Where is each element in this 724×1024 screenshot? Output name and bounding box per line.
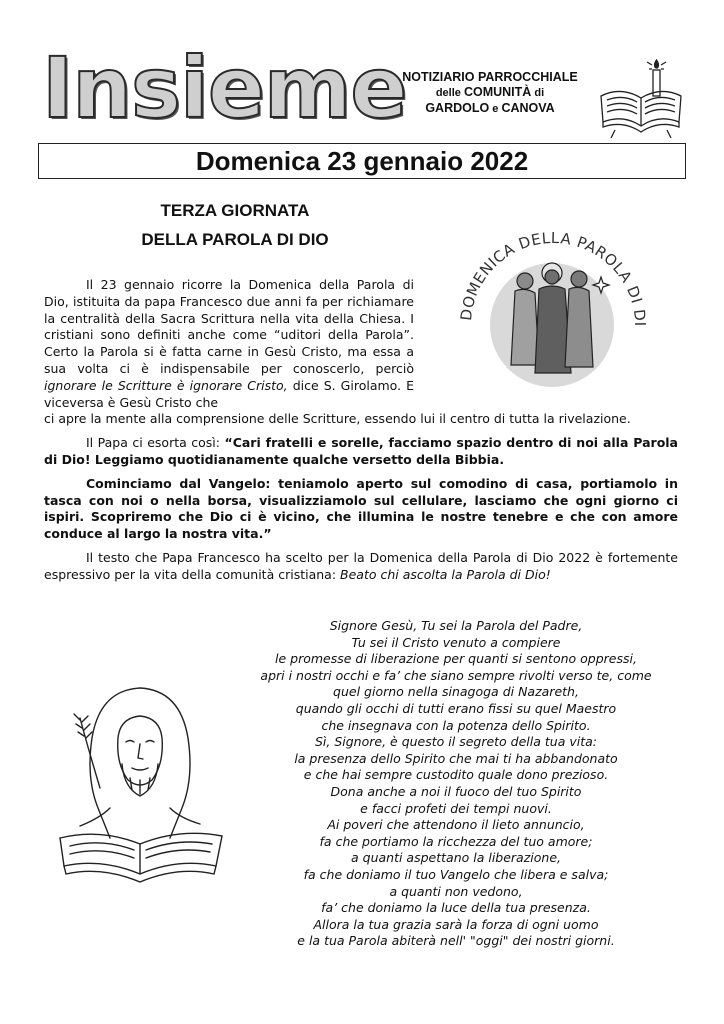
masthead-and: e	[489, 103, 502, 115]
paragraph-4-theme: Beato chi ascolta la Parola di Dio!	[340, 566, 551, 582]
paragraph-4	[44, 550, 678, 584]
prayer-line: le promesse di liberazione per quanti si sentono oppressi,	[275, 651, 637, 667]
article-title-line1: TERZA GIORNATA	[160, 201, 310, 220]
date-banner: Domenica 23 gennaio 2022	[38, 143, 686, 179]
prayer-line: fa che portiamo la ricchezza del tuo amore;	[319, 833, 593, 849]
prayer-line: Sì, Signore, è questo il segreto della tua vita:	[314, 734, 597, 750]
prayer-line: apri i nostri occhi e fa’ che siano sempre rivolti verso te, come	[260, 667, 652, 683]
prayer-line: Allora la tua grazia sarà la forza di ogni uomo	[313, 916, 599, 932]
masthead-subtitle-line2-pre: delle	[435, 87, 464, 99]
masthead-parish-canova: CANOVA	[501, 101, 555, 115]
prayer	[236, 618, 676, 950]
jesus-book-illustration	[40, 678, 240, 888]
masthead-subtitle-line2-post: di	[531, 87, 545, 99]
prayer-line: fa che doniamo il tuo Vangelo che libera e salva;	[303, 866, 609, 882]
prayer-line: Ai poveri che attendono il lieto annuncio,	[327, 817, 585, 833]
masthead-subtitle-line2	[390, 85, 590, 101]
prayer-line: Dona anche a noi il fuoco del tuo Spirito	[330, 783, 582, 799]
masthead-title: Insieme	[42, 39, 407, 137]
masthead-subtitle-line3	[390, 101, 590, 117]
paragraph-2-text: Il Papa ci esorta così:	[86, 435, 225, 451]
prayer-line: a quanti non vedono,	[389, 883, 523, 899]
masthead-subtitle-line2-bold: COMUNITÀ	[463, 85, 532, 99]
prayer-line: a quanti aspettano la liberazione,	[351, 850, 561, 866]
prayer-line: Tu sei il Cristo venuto a compiere	[351, 634, 561, 650]
prayer-line: e facci profeti dei tempi nuovi.	[360, 800, 552, 816]
paragraph-1-text-cont: dice S. Girolamo. E viceversa è Gesù Cristo che	[44, 377, 414, 410]
prayer-line: che insegnava con la potenza dello Spirito.	[321, 717, 591, 733]
prayer-line: e che hai sempre custodito quale dono prezioso.	[303, 767, 609, 783]
prayer-line: e la tua Parola abiterà nell' "oggi" dei nostri giorni.	[297, 933, 615, 949]
paragraph-1-text: Il 23 gennaio ricorre la Domenica della Parola di Dio, istituita da papa Francesco due anni fa per richiamare la centralità della Sacra Scrittura nella vita della Chiesa. I cristiani sono definiti anche come “uditori della Parola”. Certo la Parola si è fatta carne in Gesù Cristo, ma essa a sua volta ci è indispensabile per conoscerlo, perciò	[44, 277, 414, 376]
masthead-parish-gardolo: GARDOLO	[425, 101, 490, 115]
masthead-subtitle-line1: NOTIZIARIO PARROCCHIALE	[402, 70, 578, 84]
article-body	[44, 277, 678, 584]
article-title	[80, 196, 390, 254]
prayer-line: la presenza dello Spirito che mai ti ha abbandonato	[294, 750, 618, 766]
paragraph-3: Cominciamo dal Vangelo: teniamolo aperto sul comodino di casa, portiamolo in tasca con noi o nella borsa, visualizziamolo sul cellulare, lasciamo che ogni giorno ci ispiri. Scopriremo che Dio ci è vicino, che illumina le nostre tenebre e che con amore conduce al largo la nostra vita.”	[44, 475, 678, 542]
prayer-line: quel giorno nella sinagoga di Nazareth,	[333, 684, 579, 700]
masthead-subtitle	[390, 70, 590, 117]
article-title-line2: DELLA PAROLA DI DIO	[141, 230, 329, 249]
open-bible-candle-icon	[595, 56, 687, 138]
paragraph-1-tail: ci apre la mente alla comprensione delle Scritture, essendo lui il centro di tutta la rivelazione.	[44, 411, 631, 427]
paragraph-2-quote: “Cari fratelli e sorelle, facciamo spazio dentro di noi alla Parola di Dio! Leggiamo quotidianamente qualche versetto della Bibbia.	[44, 435, 678, 467]
prayer-line: quando gli occhi di tutti erano fissi su quel Maestro	[295, 700, 617, 716]
paragraph-4-text: Il testo che Papa Francesco ha scelto per la Domenica della Parola di Dio 2022 è fortemente espressivo per la vita della comunità cristiana:	[44, 549, 678, 582]
prayer-line: fa’ che doniamo la luce della tua presenza.	[321, 900, 591, 916]
paragraph-1-quote: ignorare le Scritture è ignorare Cristo,	[44, 377, 288, 393]
paragraph-1	[44, 277, 414, 411]
prayer-line: Signore Gesù, Tu sei la Parola del Padre,	[329, 618, 583, 633]
sunday-logo-arc-text: DOMENICA DELLA PAROLA DI DI	[456, 228, 650, 327]
paragraph-2	[44, 435, 678, 469]
